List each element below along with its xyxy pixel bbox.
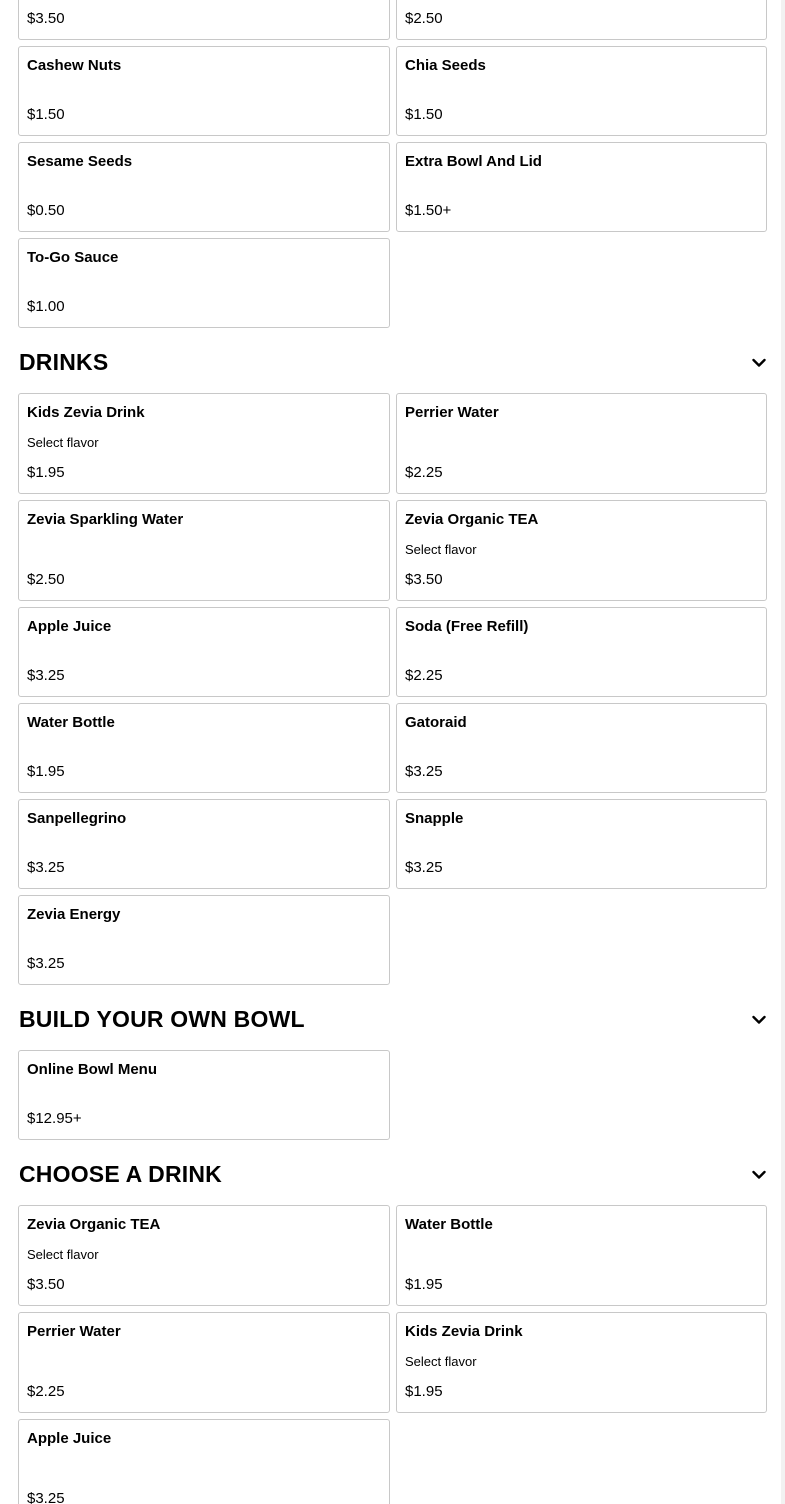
item-subtext: Select flavor	[27, 435, 99, 450]
item-name: Cashew Nuts	[27, 57, 122, 74]
section-header-choose-a-drink[interactable]	[18, 1140, 767, 1205]
item-name: Gatoraid	[405, 714, 467, 731]
menu-item-card[interactable]	[18, 1205, 390, 1306]
item-name: Extra Bowl And Lid	[405, 153, 542, 170]
item-price: $2.25	[405, 667, 443, 684]
item-name: Perrier Water	[405, 404, 499, 421]
item-price: $3.25	[405, 859, 443, 876]
item-price: $1.50	[27, 106, 65, 123]
item-name: Snapple	[405, 810, 464, 827]
menu-item-card[interactable]	[18, 46, 390, 136]
menu-item-card[interactable]	[396, 1205, 767, 1306]
item-name: Water Bottle	[27, 714, 115, 731]
menu-item-card[interactable]	[396, 703, 767, 793]
menu-item-card[interactable]	[396, 46, 767, 136]
menu-item-card[interactable]	[18, 703, 390, 793]
section-title: DRINKS	[19, 349, 109, 375]
item-name: Online Bowl Menu	[27, 1061, 157, 1078]
item-name: Zevia Energy	[27, 906, 121, 923]
item-price: $1.95	[27, 763, 65, 780]
menu-item-card[interactable]	[18, 0, 390, 40]
section-title: CHOOSE A DRINK	[19, 1161, 222, 1187]
item-name: Water Bottle	[405, 1216, 493, 1233]
item-name: Perrier Water	[27, 1323, 121, 1340]
item-name: Kids Zevia Drink	[405, 1323, 523, 1340]
menu-item-card[interactable]	[396, 607, 767, 697]
item-price: $3.50	[27, 10, 65, 27]
item-name: Sesame Seeds	[27, 153, 133, 170]
item-name: Soda (Free Refill)	[405, 618, 529, 635]
chevron-down-icon[interactable]	[751, 1167, 767, 1183]
item-subtext: Select flavor	[405, 1354, 477, 1369]
item-price: $3.25	[27, 955, 65, 972]
menu-item-card[interactable]	[18, 607, 390, 697]
item-price: $1.50	[405, 106, 443, 123]
menu-content	[18, 46, 767, 1504]
menu-item-card[interactable]	[396, 1312, 767, 1413]
item-price: $12.95+	[27, 1110, 82, 1127]
chevron-down-icon[interactable]	[751, 1012, 767, 1028]
menu-item-card[interactable]	[396, 142, 767, 232]
menu-item-card[interactable]	[18, 500, 390, 601]
menu-item-card[interactable]	[396, 393, 767, 494]
menu-item-card[interactable]	[18, 1312, 390, 1413]
item-price: $1.95	[27, 464, 65, 481]
top-partial-row	[18, 0, 767, 40]
section-title: BUILD YOUR OWN BOWL	[19, 1006, 305, 1032]
menu-item-card[interactable]	[18, 238, 390, 328]
item-price: $3.25	[27, 859, 65, 876]
menu-item-card[interactable]	[396, 799, 767, 889]
chevron-down-icon[interactable]	[751, 355, 767, 371]
item-price: $3.50	[405, 571, 443, 588]
item-subtext: Select flavor	[405, 542, 477, 557]
item-price: $3.50	[27, 1276, 65, 1293]
menu-item-card[interactable]	[396, 500, 767, 601]
item-price: $2.50	[27, 571, 65, 588]
menu-item-card[interactable]	[18, 895, 390, 985]
menu-item-card[interactable]	[18, 799, 390, 889]
item-name: Apple Juice	[27, 618, 112, 635]
item-name: Chia Seeds	[405, 57, 486, 74]
item-price: $2.25	[405, 464, 443, 481]
item-price: $1.95	[405, 1383, 443, 1400]
section-header-build-your-own-bowl[interactable]	[18, 985, 767, 1050]
section-header-drinks[interactable]	[18, 328, 767, 393]
item-subtext: Select flavor	[27, 1247, 99, 1262]
bowl-grid	[18, 1050, 767, 1140]
item-price: $1.95	[405, 1276, 443, 1293]
item-name: Zevia Sparkling Water	[27, 511, 184, 528]
item-name: Zevia Organic TEA	[405, 511, 539, 528]
item-price: $2.50	[405, 10, 443, 27]
item-price: $1.00	[27, 298, 65, 315]
menu-item-card[interactable]	[18, 393, 390, 494]
item-price: $2.25	[27, 1383, 65, 1400]
drinks-grid	[18, 393, 767, 985]
item-price: $3.25	[27, 1490, 65, 1504]
item-name: Sanpellegrino	[27, 810, 127, 827]
menu-item-card[interactable]	[18, 1419, 390, 1504]
menu-item-card[interactable]	[396, 0, 767, 40]
item-name: Kids Zevia Drink	[27, 404, 145, 421]
item-price: $3.25	[27, 667, 65, 684]
item-price: $0.50	[27, 202, 65, 219]
item-name: Zevia Organic TEA	[27, 1216, 161, 1233]
menu-item-card[interactable]	[18, 1050, 390, 1140]
scrollbar-track[interactable]	[781, 0, 785, 1504]
menu-item-card[interactable]	[18, 142, 390, 232]
item-name: Apple Juice	[27, 1430, 112, 1447]
item-price: $1.50+	[405, 202, 452, 219]
item-price: $3.25	[405, 763, 443, 780]
item-name: To-Go Sauce	[27, 249, 119, 266]
choose-drink-grid	[18, 1205, 767, 1504]
extras-grid	[18, 46, 767, 328]
